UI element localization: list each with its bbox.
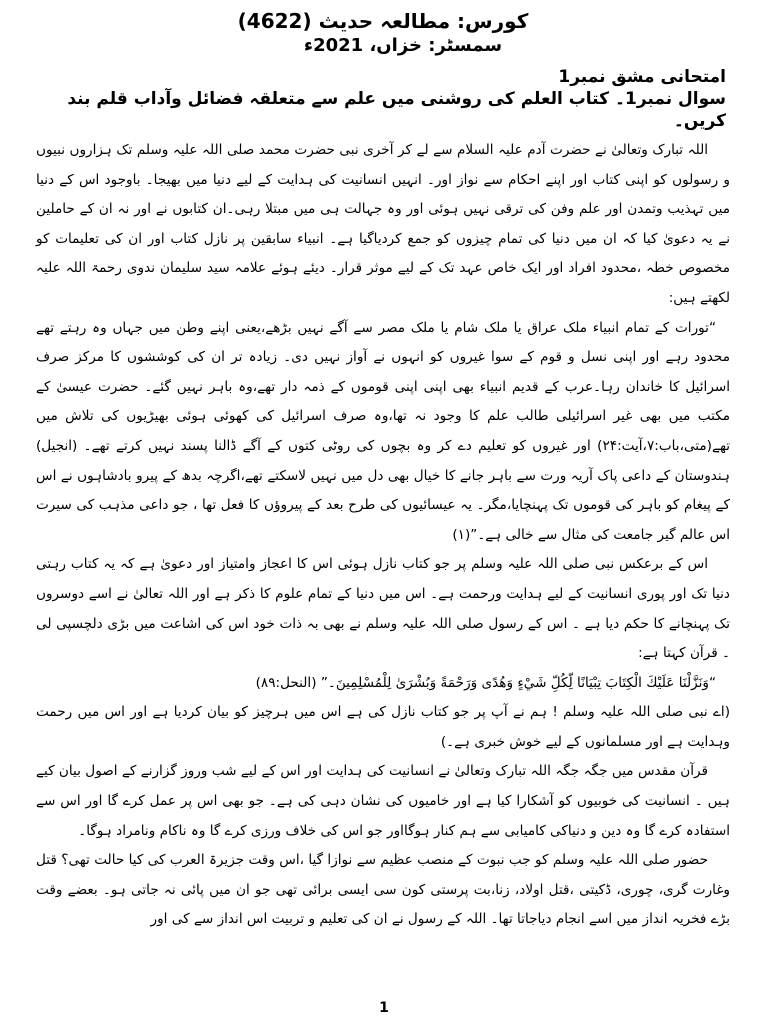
question-text: کتاب العلم کی روشنی میں علم سے متعلقہ فضائل وآداب قلم بند کریں۔ [67, 89, 726, 131]
paragraph-quran-claim: اس کے برعکس نبی صلی اللہ علیہ وسلم پر جو کتاب نازل ہوئی اس کا اعجاز وامتیاز اور دعویٰ ہے کہ یہ کتاب رہتی دنیا تک اور پوری انسانیت کے لیے ہدایت ورحمت ہے۔ اس میں دنیا کے تمام علوم کا ذکر ہے اور اللہ تعالیٰ نے اسے دوسروں تک پہنچانے کا حکم دیا ہے ۔ اس کے رسول صلی اللہ علیہ وسلم نے بھی بہ ذات خود اس کی اشاعت میں بڑی دلچسپی لی ۔ قرآن کہتا ہے: [36, 556, 730, 662]
page-number: 1 [379, 1000, 389, 1016]
paragraph-intro: اللہ تبارک وتعالیٰ نے حضرت آدم علیہ السلام سے لے کر آخری نبی حضرت محمد صلی اللہ علیہ وسلم تک ہزاروں نبیوں و رسولوں کو اپنی کتاب اور اپنے احکام سے نواز اور۔ انہیں انسانیت کی ہدایت کے لیے دنیا میں بھیجا۔ باوجود اس کے دنیا میں تہذیب وتمدن اور علم وفن کی ترقی نہیں ہوئی اور وہ جہالت ہی میں مبتلا رہی۔ان کتابوں نے اور نہ ان کے حاملین نے یہ دعویٰ کیا کہ ان میں دنیا کی تمام چیزوں کو جمع کردیاگیا ہے۔ انبیاء سابقین پر نازل کتاب اور ان کی تعلیمات کو مخصوص خطہ ،محدود افراد اور ایک خاص عہد تک کے لیے موثر قرار۔ دیئے ہوئے علامہ سید سلیمان ندوی رحمۃ اللہ علیہ لکھتے ہیں: [36, 142, 730, 306]
paragraph-quran-guidance: قرآن مقدس میں جگہ جگہ اللہ تبارک وتعالیٰ نے انسانیت کی ہدایت اور اس کے لیے شب وروز گزارنے کے اصول بیان کیے ہیں ۔ انسانیت کی خوبیوں کو آشکارا کیا ہے اور خامیوں کی نشان دہی کی ہے۔ جو بھی اس پر عمل کرے گا اور اس سے استفادہ کرے گا وہ دین و دنیاکی کامیابی سے ہم کنار ہوگااور جو اس کی خلاف ورزی کرے گا وہ ناکام ونامراد ہوگا۔ [36, 763, 730, 839]
paragraph-arabia-condition: حضور صلی اللہ علیہ وسلم کو جب نبوت کے منصب عظیم سے نوازا گیا ،اس وقت جزیرۃ العرب کی کیا حالت تھی؟ قتل وغارت گری، چوری، ڈکیتی ،قتل اولاد، زنا،بت پرستی کون سی ایسی برائی تھی جو ان میں پائی نہ جاتی ہو۔ بعضے وقت بڑے فخریہ انداز میں اسے انجام دیاجاتا تھا۔ اللہ کے رسول نے ان کی تعلیم و تربیت اس انداز سے کی اور [36, 852, 730, 928]
course-title: کورس: مطالعہ حدیث (4622) [237, 9, 529, 33]
paragraph-verse-translation: (اے نبی صلی اللہ علیہ وسلم ! ہم نے آپ پر جو کتاب نازل کی ہے اس میں ہرچیز کو بیان کردیا ہے اور اس میں رحمت وہدایت ہے اور مسلمانوں کے لیے خوش خبری ہے۔) [36, 704, 730, 750]
assignment-title: امتحانی مشق نمبر1 [558, 67, 726, 87]
question-label: سوال نمبر1۔ [615, 89, 726, 109]
question-heading [36, 88, 726, 132]
semester-title: سمسٹر: خزاں، 2021ء [303, 35, 503, 56]
body-text [36, 136, 730, 935]
document-header [36, 8, 730, 58]
paragraph-quran-verse: “وَنَزَّلْنَا عَلَيْكَ الْكِتَابَ تِبْيَانًا لِّكُلِّ شَيْءٍ وَهُدًى وَرَحْمَةً وَبُشْرَىٰ لِلْمُسْلِمِينَ۔” (النحل:۸۹) [255, 674, 716, 691]
paragraph-quote-nadvi: “تورات کے تمام انبیاء ملک عراق یا ملک شام یا ملک مصر سے آگے نہیں بڑھے،یعنی اپنے وطن میں جہاں وہ رہتے تھے محدود رہے اور اپنی نسل و قوم کے سوا غیروں کو انہوں نے آواز نہیں دی۔ زیادہ تر ان کی کوششوں کا مرکز صرف اسرائیل کا خاندان رہا۔عرب کے قدیم انبیاء بھی اپنی اپنی قوموں کے ذمہ دار تھے،وہ باہر نہیں گئے۔ حضرت عیسیٰ کے مکتب میں بھی غیر اسرائیلی طالب علم کا وجود نہ تھا،وہ صرف اسرائیل کی کھوئی ہوئی بھیڑیوں کی تلاش میں تھے(متی،باب:۷،آیت:۲۴) اور غیروں کو تعلیم دے کر وہ بچوں کی روٹی کتوں کے آگے ڈالنا پسند نہیں کرتے تھے۔ (انجیل) ہندوستان کے داعی پاک آریہ ورت سے باہر جانے کا خیال بھی دل میں نہیں لاسکتے تھے،اگرچہ بدھ کے پیرو بادشاہوں نے اس کے پیغام کو باہر کی قوموں تک پہنچایا،مگر۔ یہ عیسائیوں کی طرح بعد کے پیروؤں کا فعل تھا ، جو داعی مذہب کی سیرت اس عالم گیر جامعت کی مثال سے خالی ہے۔”(۱) [36, 319, 730, 543]
